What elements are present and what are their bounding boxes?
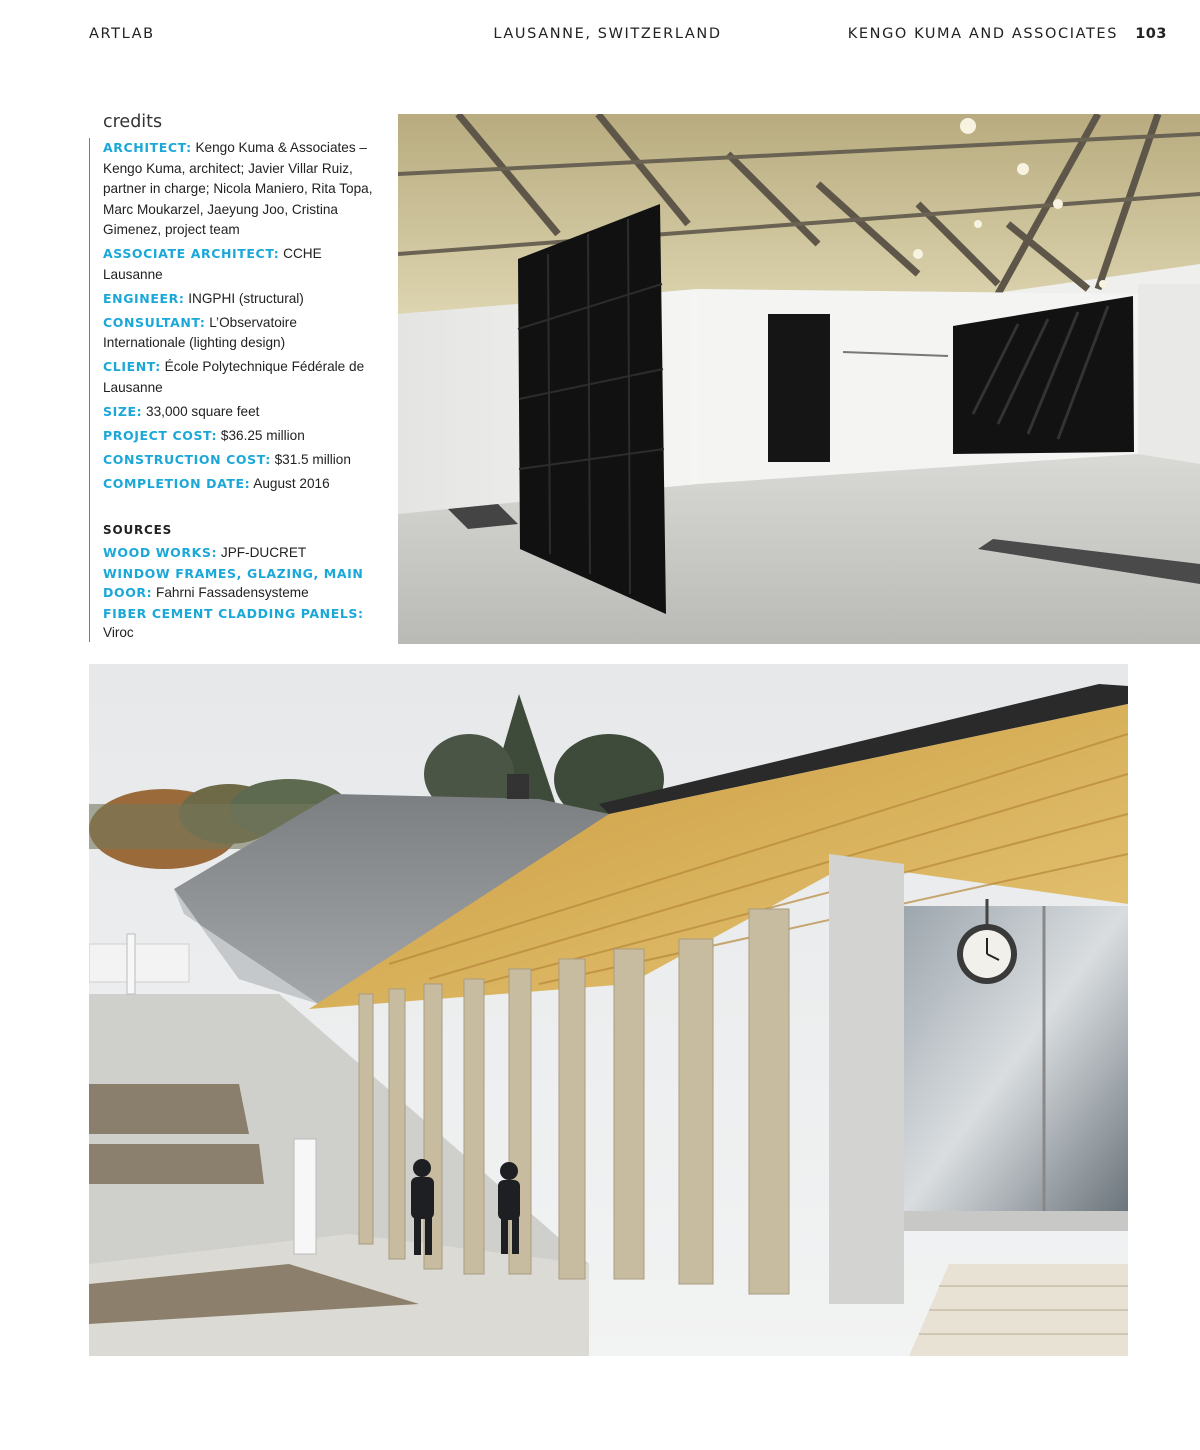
credit-value: $31.5 million	[274, 451, 351, 467]
credit-value: August 2016	[253, 475, 330, 491]
source-label: FIBER CEMENT CLADDING PANELS:	[103, 606, 364, 621]
credits-body	[89, 138, 379, 642]
source-entry	[103, 544, 379, 563]
credit-entry	[103, 474, 379, 495]
credit-value: INGPHI (structural)	[188, 290, 304, 306]
running-header-location: LAUSANNE, SWITZERLAND	[493, 26, 722, 42]
credit-label: CONSULTANT:	[103, 314, 206, 330]
credit-entry	[103, 138, 379, 241]
source-label: WINDOW FRAMES, GLAZING, MAIN DOOR:	[103, 566, 364, 600]
exterior-canopy-photo	[89, 664, 1128, 1356]
page-number: 103	[1135, 26, 1167, 42]
credit-entry	[103, 357, 379, 398]
credit-label: ASSOCIATE ARCHITECT:	[103, 246, 280, 261]
credit-entry	[103, 289, 379, 310]
source-label: WOOD WORKS:	[103, 544, 218, 560]
credit-entry	[103, 244, 379, 285]
credit-value: CCHE Lausanne	[103, 246, 322, 282]
credit-label: CLIENT:	[103, 359, 161, 374]
source-entry	[103, 605, 379, 642]
credit-entry	[103, 426, 379, 447]
credit-label: PROJECT COST:	[103, 427, 218, 443]
credit-entry	[103, 402, 379, 423]
credit-value: L’Observatoire Internationale (lighting design)	[103, 314, 297, 350]
credit-label: ENGINEER:	[103, 290, 185, 306]
running-header-architect: KENGO KUMA AND ASSOCIATES	[847, 26, 1118, 42]
credit-label: CONSTRUCTION COST:	[103, 451, 271, 467]
credit-value: $36.25 million	[220, 427, 305, 443]
credit-value: Kengo Kuma & Associates – Kengo Kuma, architect; Javier Villar Ruiz, partner in charge; Nicola Maniero, Rita Topa, Marc Moukarzel, Jaeyung Joo, Cristina Gimenez, project team	[103, 140, 373, 237]
gallery-interior-photo	[398, 114, 1200, 644]
credit-label: SIZE:	[103, 403, 143, 419]
sources-body	[103, 544, 379, 643]
credit-value: École Polytechnique Fédérale de Lausanne	[103, 359, 365, 395]
credits-title: credits	[103, 112, 163, 132]
credit-value: 33,000 square feet	[146, 403, 260, 419]
source-value: Viroc	[103, 624, 134, 640]
sources-title: SOURCES	[103, 523, 173, 537]
credit-label: ARCHITECT:	[103, 140, 192, 155]
credit-entry	[103, 313, 379, 354]
source-entry	[103, 565, 379, 602]
credits-sidebar	[89, 112, 379, 645]
credit-label: COMPLETION DATE:	[103, 475, 251, 491]
running-header-section: ARTLAB	[89, 26, 155, 42]
source-value: JPF-DUCRET	[220, 544, 307, 560]
source-value: Fahrni Fassadensysteme	[156, 584, 309, 600]
credit-entry	[103, 450, 379, 471]
